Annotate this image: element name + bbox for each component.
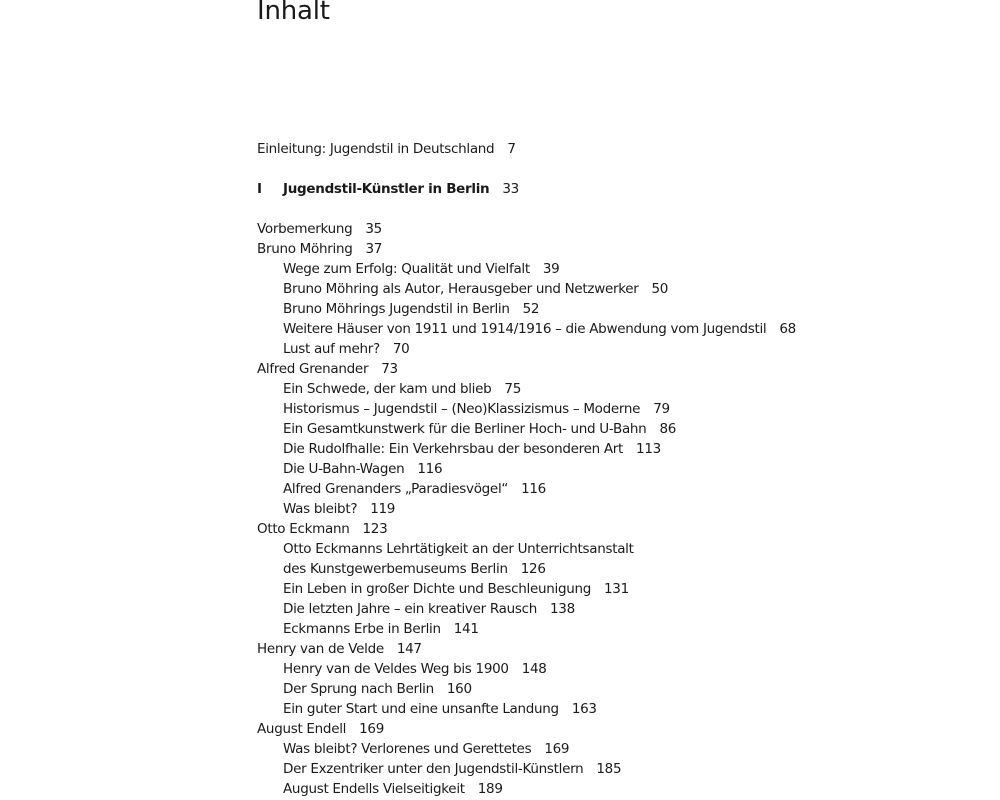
toc-entry-text: Der Sprung nach Berlin	[283, 681, 434, 697]
toc-entry-text: Vorbemerkung	[257, 221, 353, 237]
toc-subentry[interactable]	[257, 399, 857, 419]
toc-entry-text: August Endell	[257, 721, 347, 737]
toc-subentry[interactable]	[257, 599, 857, 619]
toc-entry-text: Bruno Möhring	[257, 241, 353, 257]
toc-entry[interactable]	[257, 519, 857, 539]
toc-entry-text: Einleitung: Jugendstil in Deutschland	[257, 141, 495, 157]
toc-entry-text: Weitere Häuser von 1911 und 1914/1916 – die Abwendung vom Jugendstil	[283, 321, 767, 337]
toc-part-heading[interactable]	[257, 179, 857, 199]
toc-subentry[interactable]	[257, 439, 857, 459]
toc-entry-text: Ein Schwede, der kam und blieb	[283, 381, 492, 397]
toc-subentry[interactable]	[257, 739, 857, 759]
toc-entry-page: 75	[504, 381, 522, 397]
table-of-contents	[257, 139, 857, 799]
toc-entry-page: 39	[542, 261, 560, 277]
toc-entry-page: 68	[779, 321, 796, 337]
toc-subentry[interactable]	[257, 779, 857, 799]
toc-subentry[interactable]	[257, 539, 857, 559]
toc-entry-page: 185	[596, 761, 622, 777]
toc-subentry[interactable]	[257, 559, 857, 579]
toc-entry-text: Was bleibt?	[283, 501, 358, 517]
toc-entry-page: 50	[651, 281, 669, 297]
toc-subentry[interactable]	[257, 319, 857, 339]
toc-subentry[interactable]	[257, 339, 857, 359]
toc-subentry[interactable]	[257, 659, 857, 679]
toc-entry-page: 7	[507, 141, 516, 157]
toc-entry-text: Die Rudolfhalle: Ein Verkehrsbau der besonderen Art	[283, 441, 624, 457]
toc-entry-page: 147	[396, 641, 422, 657]
toc-entry-text: Henry van de Velde	[257, 641, 384, 657]
toc-entry-text: Alfred Grenander	[257, 361, 369, 377]
toc-entry-page: 123	[362, 521, 388, 537]
toc-entry-text: Otto Eckmanns Lehrtätigkeit an der Unterrichtsanstalt	[283, 541, 634, 557]
toc-entry-page: 37	[365, 241, 383, 257]
toc-subentry[interactable]	[257, 759, 857, 779]
toc-entry-page: 189	[477, 781, 503, 797]
toc-entry-text: Henry van de Veldes Weg bis 1900	[283, 661, 509, 677]
toc-entry-page: 119	[370, 501, 396, 517]
toc-entry-page: 52	[522, 301, 540, 317]
toc-subentry[interactable]	[257, 279, 857, 299]
toc-entry-text: Was bleibt? Verlorenes und Gerettetes	[283, 741, 532, 757]
toc-entry-text: Die letzten Jahre – ein kreativer Rausch	[283, 601, 537, 617]
toc-entry-page: 126	[520, 561, 546, 577]
toc-entry-page: 131	[604, 581, 629, 597]
toc-entry-text: Wege zum Erfolg: Qualität und Vielfalt	[283, 261, 530, 277]
toc-entry-text: Alfred Grenanders „Paradiesvögel“	[283, 481, 509, 497]
part-number: I	[257, 181, 262, 197]
toc-entry-text: Ein Leben in großer Dichte und Beschleunigung	[283, 581, 592, 597]
toc-entry-page: 116	[521, 481, 546, 497]
toc-entry-page: 79	[653, 401, 670, 417]
toc-subentry[interactable]	[257, 579, 857, 599]
toc-entry-text: Bruno Möhrings Jugendstil in Berlin	[283, 301, 510, 317]
toc-entry-page: 116	[417, 461, 443, 477]
toc-subentry[interactable]	[257, 379, 857, 399]
toc-entry-page: 169	[359, 721, 384, 737]
toc-subentry[interactable]	[257, 479, 857, 499]
toc-subentry[interactable]	[257, 679, 857, 699]
toc-entry-page: 163	[571, 701, 597, 717]
toc-entry-page: 138	[550, 601, 575, 617]
toc-entry-page: 86	[659, 421, 677, 437]
toc-subentry[interactable]	[257, 459, 857, 479]
toc-subentry[interactable]	[257, 619, 857, 639]
toc-entry-text: des Kunstgewerbemuseums Berlin	[283, 561, 508, 577]
toc-entry-text: Der Exzentriker unter den Jugendstil-Künstlern	[283, 761, 584, 777]
toc-entry-page: 35	[365, 221, 382, 237]
toc-entry-page: 160	[446, 681, 472, 697]
toc-entry-text: Die U-Bahn-Wagen	[283, 461, 405, 477]
toc-entry-page: 33	[502, 181, 519, 197]
toc-entry-page: 70	[392, 341, 410, 357]
toc-entry-page: 141	[453, 621, 479, 637]
toc-entry-page: 148	[521, 661, 547, 677]
toc-subentry[interactable]	[257, 419, 857, 439]
toc-subentry[interactable]	[257, 699, 857, 719]
toc-entry-page: 73	[381, 361, 398, 377]
toc-subentry[interactable]	[257, 259, 857, 279]
toc-entry-text: Ein guter Start und eine unsanfte Landung	[283, 701, 559, 717]
toc-entry-text: Ein Gesamtkunstwerk für die Berliner Hoch- und U-Bahn	[283, 421, 647, 437]
toc-entry[interactable]	[257, 219, 857, 239]
toc-entry-text: Lust auf mehr?	[283, 341, 380, 357]
toc-entry-text: August Endells Vielseitigkeit	[283, 781, 465, 797]
toc-entry[interactable]	[257, 639, 857, 659]
toc-entry-text: Bruno Möhring als Autor, Herausgeber und Netzwerker	[283, 281, 639, 297]
toc-subentry[interactable]	[257, 499, 857, 519]
toc-entry-text: Historismus – Jugendstil – (Neo)Klassizismus – Moderne	[283, 401, 641, 417]
toc-entry-intro[interactable]	[257, 139, 857, 159]
toc-entry[interactable]	[257, 239, 857, 259]
toc-subentry[interactable]	[257, 299, 857, 319]
toc-entry[interactable]	[257, 719, 857, 739]
toc-entry[interactable]	[257, 359, 857, 379]
toc-entry-text: Eckmanns Erbe in Berlin	[283, 621, 441, 637]
toc-entry-text: Otto Eckmann	[257, 521, 350, 537]
page-title: Inhalt	[257, 0, 330, 26]
part-title: Jugendstil-Künstler in Berlin	[283, 181, 490, 197]
toc-entry-page: 113	[636, 441, 661, 457]
toc-entry-page: 169	[544, 741, 570, 757]
